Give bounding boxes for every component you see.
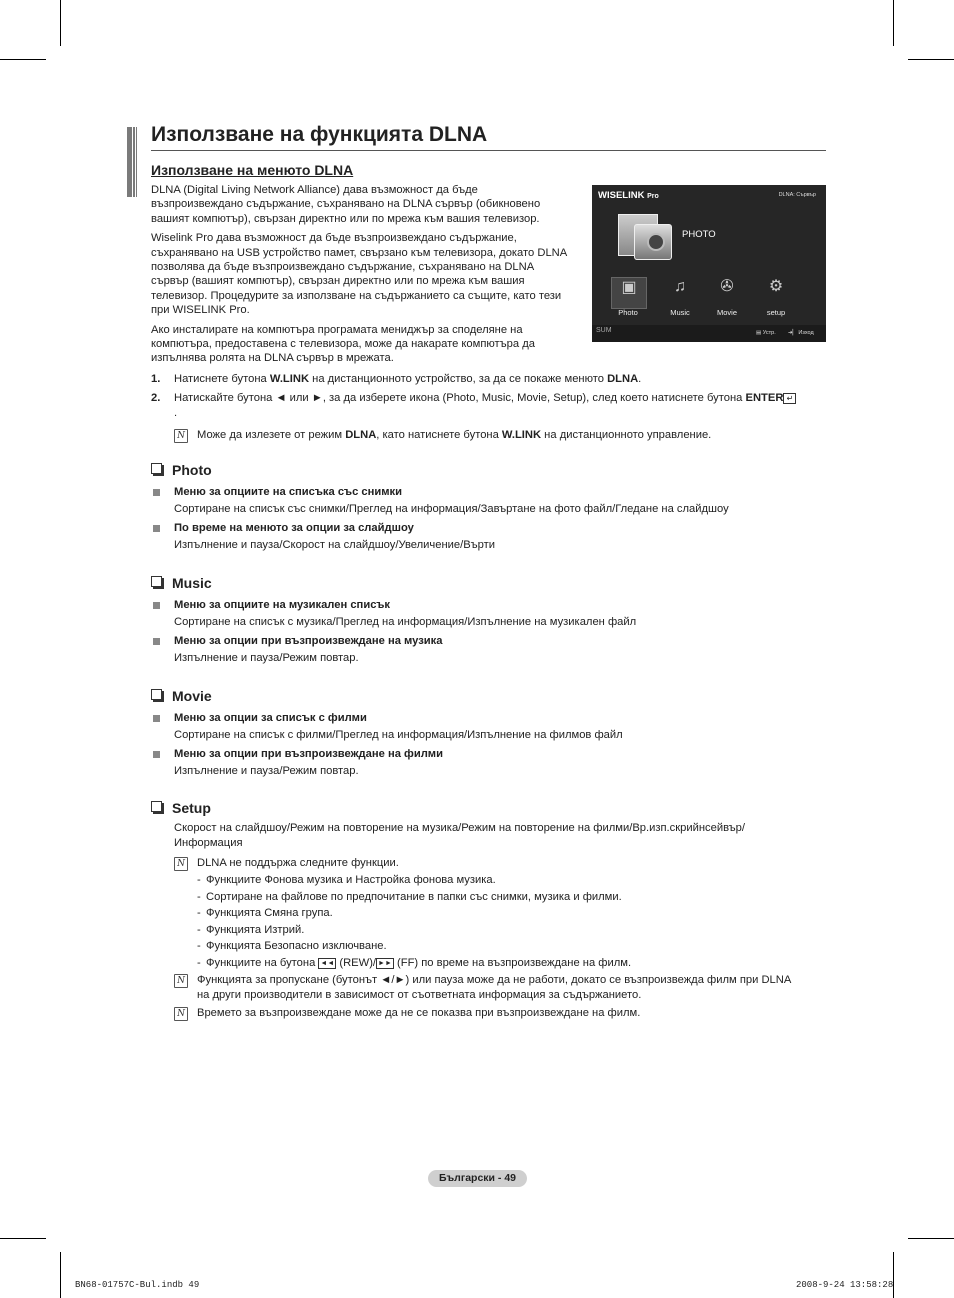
print-info-left: BN68-01757C-Bul.indb 49 — [75, 1280, 200, 1290]
note-icon: N — [174, 857, 188, 871]
crop-mark — [60, 1252, 61, 1298]
screen-footer-left: SUM — [596, 327, 612, 334]
intro-text — [151, 183, 571, 371]
square-bullet-icon — [153, 715, 160, 722]
dlna-screen-illustration — [592, 185, 826, 342]
section-photo: Photo — [151, 462, 212, 478]
crop-mark — [908, 59, 954, 60]
setup-desc: Информация — [174, 837, 243, 849]
title-rule — [151, 150, 826, 151]
note-icon: N — [174, 429, 188, 443]
screen-source: DLNA: Сървър — [778, 192, 816, 198]
section-movie: Movie — [151, 688, 212, 704]
ff-icon: ►► — [378, 960, 392, 967]
square-bullet-icon — [153, 602, 160, 609]
bullet-desc: Сортиране на списък с музика/Преглед на информация/Изпълнение на музикален файл — [174, 616, 637, 628]
step-text: Натискайте бутона ◄ или ►, за да изберете икона (Photo, Music, Movie, Setup), след което натиснете бутона ENTER ↵ . — [174, 391, 829, 421]
title-decoration — [127, 127, 139, 197]
square-bullet-icon — [153, 489, 160, 496]
section-setup: Setup — [151, 800, 211, 816]
crop-mark — [0, 59, 46, 60]
square-bullet-icon — [153, 751, 160, 758]
page-number-badge: Български - 49 — [428, 1170, 527, 1187]
screen-icon-label: Photo — [618, 308, 638, 317]
crop-mark — [893, 0, 894, 46]
bullet-desc: Сортиране на списък с филми/Преглед на информация/Изпълнение на филмов файл — [174, 729, 623, 741]
crop-mark — [60, 0, 61, 46]
photo-icon[interactable]: ▣ — [611, 277, 647, 309]
bullet-desc: Изпълнение и пауза/Режим повтар. — [174, 652, 359, 664]
print-info-right: 2008-9-24 13:58:28 — [796, 1280, 894, 1290]
screen-icon-label: Music — [670, 308, 690, 317]
screen-icon-label: Movie — [716, 308, 737, 317]
screen-icon-label: setup — [766, 308, 786, 317]
step-number: 1. — [151, 373, 161, 385]
page-title: Използване на функцията DLNA — [151, 123, 488, 146]
movie-icon[interactable]: ✇ — [720, 278, 734, 295]
step-number: 2. — [151, 392, 161, 404]
intro-paragraph: Wiselink Pro дава възможност да бъде възпроизвеждано съдържание, съхранявано на USB устройство памет, свързано към телевизора, докато DLNA позволява да бъде възпроизвеждано съдържание, съхранявано на DLNA сървър (вашият компютър), свързан директно или по мрежа към вашия телевизор. Процедурите за използване на съдържанието са същите, като тези при WISELINK Pro. — [151, 232, 567, 317]
intro-paragraph: Ако инсталирате на компютъра програмата мениджър за споделяне на компютъра, предоставена с телевизора, може да накарате компютъра да изпълнява ролята на DLNA сървър в мрежата. — [151, 323, 535, 365]
enter-icon: ↵ — [783, 393, 796, 404]
checkbox-icon — [151, 801, 162, 812]
photo-camera-icon — [618, 210, 673, 260]
music-icon[interactable]: ♫ — [674, 278, 686, 295]
crop-mark — [893, 1252, 894, 1298]
screen-footer-device: ▤ Устр. — [756, 330, 776, 336]
rew-icon: ◄◄ — [320, 960, 335, 967]
note-icon: N — [174, 974, 188, 988]
bullet-desc: Изпълнение и пауза/Скорост на слайдшоу/Увеличение/Върти — [174, 539, 495, 551]
bullet-desc: Изпълнение и пауза/Режим повтар. — [174, 765, 359, 777]
screen-mode-label: PHOTO — [682, 229, 716, 240]
step-text: Натиснете бутона W.LINK на дистанционното устройство, за да се покаже менюто DLNA. — [174, 373, 642, 385]
section-music: Music — [151, 575, 212, 591]
checkbox-icon — [151, 576, 162, 587]
bullet-desc: Сортиране на списък със снимки/Преглед на информация/Завъртане на фото файл/Гледане на слайдшоу — [174, 503, 729, 515]
setup-gear-icon[interactable]: ⚙ — [768, 278, 784, 295]
crop-mark — [908, 1238, 954, 1239]
checkbox-icon — [151, 689, 162, 700]
note-icon: N — [174, 1007, 188, 1021]
section-subtitle: Използване на менюто DLNA — [151, 162, 354, 178]
screen-footer-exit: ➜▏ Изход — [788, 330, 814, 336]
setup-desc: Скорост на слайдшоу/Режим на повторение на музика/Режим на повторение на филми/Вр.изп.скрийнсейвър/ — [174, 822, 745, 834]
square-bullet-icon — [153, 525, 160, 532]
crop-mark — [0, 1238, 46, 1239]
screen-brand: WISELINK Pro — [598, 190, 659, 201]
checkbox-icon — [151, 463, 162, 474]
square-bullet-icon — [153, 638, 160, 645]
intro-paragraph: DLNA (Digital Living Network Alliance) дава възможност да бъде възпроизвеждано съдържание, съхранявано на DLNA сървър (обикновено вашият компютър), свързан директно или по мрежа към вашия телевизор. — [151, 184, 541, 225]
